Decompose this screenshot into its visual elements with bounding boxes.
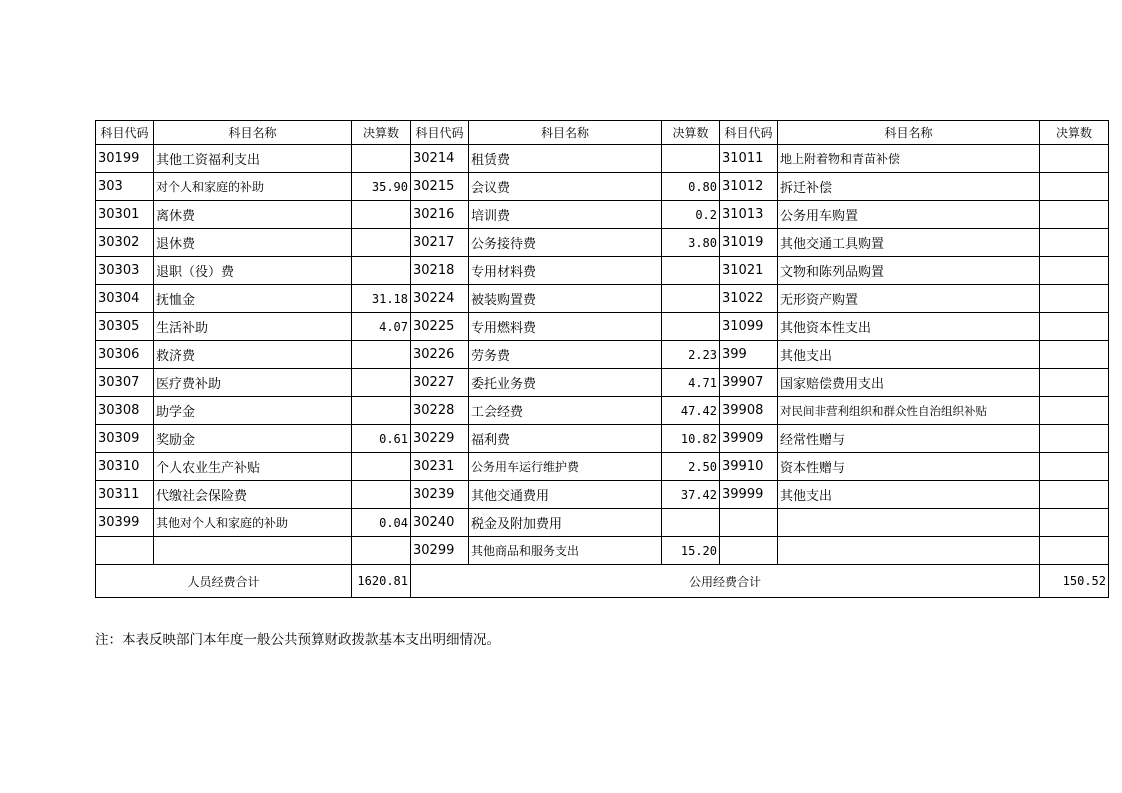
subject-code: 30227 (411, 369, 469, 397)
final-amount: 3.80 (662, 229, 720, 257)
final-amount (352, 369, 411, 397)
subject-code: 39908 (720, 397, 778, 425)
totals-row (96, 565, 1109, 598)
final-amount (1040, 285, 1109, 313)
final-amount (1040, 341, 1109, 369)
table-row (96, 257, 1109, 285)
subject-code: 30310 (96, 453, 154, 481)
final-amount: 10.82 (662, 425, 720, 453)
subject-name: 公务用车购置 (778, 201, 1040, 229)
subject-code: 30306 (96, 341, 154, 369)
subject-name: 对民间非营利组织和群众性自治组织补贴 (778, 397, 1040, 425)
final-amount (352, 229, 411, 257)
subject-code: 39907 (720, 369, 778, 397)
subject-name (154, 537, 352, 565)
final-amount (1040, 369, 1109, 397)
subject-name: 租赁费 (469, 145, 662, 173)
table-row (96, 425, 1109, 453)
final-amount (1040, 425, 1109, 453)
final-amount: 4.71 (662, 369, 720, 397)
subject-name: 税金及附加费用 (469, 509, 662, 537)
table-row (96, 201, 1109, 229)
final-amount (1040, 229, 1109, 257)
subject-name: 劳务费 (469, 341, 662, 369)
subject-name: 公务用车运行维护费 (469, 453, 662, 481)
subject-name: 资本性赠与 (778, 453, 1040, 481)
subject-code (96, 537, 154, 565)
table-row (96, 285, 1109, 313)
final-amount: 4.07 (352, 313, 411, 341)
final-amount (1040, 537, 1109, 565)
final-amount (1040, 173, 1109, 201)
table-row (96, 509, 1109, 537)
personnel-total-value: 1620.81 (352, 565, 411, 598)
subject-code: 31019 (720, 229, 778, 257)
subject-code: 30229 (411, 425, 469, 453)
header-code-3: 科目代码 (720, 121, 778, 145)
subject-name: 其他商品和服务支出 (469, 537, 662, 565)
table-row (96, 173, 1109, 201)
table-row (96, 397, 1109, 425)
subject-name: 福利费 (469, 425, 662, 453)
final-amount (352, 481, 411, 509)
subject-name: 其他交通工具购置 (778, 229, 1040, 257)
subject-code: 30216 (411, 201, 469, 229)
final-amount: 2.23 (662, 341, 720, 369)
final-amount (1040, 453, 1109, 481)
header-name-3: 科目名称 (778, 121, 1040, 145)
subject-name: 无形资产购置 (778, 285, 1040, 313)
final-amount (662, 285, 720, 313)
subject-code: 303 (96, 173, 154, 201)
subject-code: 30311 (96, 481, 154, 509)
public-total-label: 公用经费合计 (411, 565, 1040, 598)
subject-code: 30231 (411, 453, 469, 481)
subject-code: 30228 (411, 397, 469, 425)
subject-name: 会议费 (469, 173, 662, 201)
subject-code (720, 509, 778, 537)
subject-name: 地上附着物和青苗补偿 (778, 145, 1040, 173)
final-amount (1040, 201, 1109, 229)
subject-code: 31099 (720, 313, 778, 341)
subject-name: 专用材料费 (469, 257, 662, 285)
final-amount: 15.20 (662, 537, 720, 565)
subject-name: 生活补助 (154, 313, 352, 341)
subject-name: 医疗费补助 (154, 369, 352, 397)
subject-code: 30225 (411, 313, 469, 341)
subject-code: 30304 (96, 285, 154, 313)
subject-code: 30199 (96, 145, 154, 173)
subject-code: 30303 (96, 257, 154, 285)
subject-name: 退休费 (154, 229, 352, 257)
subject-code (720, 537, 778, 565)
header-code-1: 科目代码 (96, 121, 154, 145)
subject-code: 30240 (411, 509, 469, 537)
subject-code: 30226 (411, 341, 469, 369)
final-amount (662, 313, 720, 341)
subject-code: 30309 (96, 425, 154, 453)
subject-name: 其他支出 (778, 481, 1040, 509)
final-amount (352, 257, 411, 285)
personnel-total-label: 人员经费合计 (96, 565, 352, 598)
subject-code: 31012 (720, 173, 778, 201)
final-amount: 0.80 (662, 173, 720, 201)
final-amount (1040, 509, 1109, 537)
subject-name: 奖励金 (154, 425, 352, 453)
final-amount: 47.42 (662, 397, 720, 425)
subject-name: 其他工资福利支出 (154, 145, 352, 173)
subject-name: 代缴社会保险费 (154, 481, 352, 509)
subject-code: 30307 (96, 369, 154, 397)
subject-name: 被装购置费 (469, 285, 662, 313)
final-amount (662, 257, 720, 285)
final-amount (1040, 481, 1109, 509)
final-amount (1040, 145, 1109, 173)
subject-code: 30305 (96, 313, 154, 341)
subject-code: 31022 (720, 285, 778, 313)
table-footnote: 注：本表反映部门本年度一般公共预算财政拨款基本支出明细情况。 (95, 632, 500, 648)
subject-name: 公务接待费 (469, 229, 662, 257)
subject-name: 抚恤金 (154, 285, 352, 313)
header-code-2: 科目代码 (411, 121, 469, 145)
final-amount: 31.18 (352, 285, 411, 313)
public-total-value: 150.52 (1040, 565, 1109, 598)
subject-code: 39999 (720, 481, 778, 509)
subject-code: 39910 (720, 453, 778, 481)
header-row (96, 121, 1109, 145)
subject-name: 助学金 (154, 397, 352, 425)
subject-code: 30239 (411, 481, 469, 509)
table-row (96, 341, 1109, 369)
subject-name: 国家赔偿费用支出 (778, 369, 1040, 397)
subject-name: 对个人和家庭的补助 (154, 173, 352, 201)
final-amount: 2.50 (662, 453, 720, 481)
subject-code: 30308 (96, 397, 154, 425)
final-amount (662, 509, 720, 537)
final-amount: 0.61 (352, 425, 411, 453)
subject-code: 30215 (411, 173, 469, 201)
subject-name (778, 509, 1040, 537)
final-amount (1040, 397, 1109, 425)
table-row (96, 481, 1109, 509)
final-amount: 0.2 (662, 201, 720, 229)
subject-code: 30302 (96, 229, 154, 257)
final-amount: 37.42 (662, 481, 720, 509)
final-amount (352, 453, 411, 481)
subject-name: 其他对个人和家庭的补助 (154, 509, 352, 537)
subject-name: 其他交通费用 (469, 481, 662, 509)
subject-name: 经常性赠与 (778, 425, 1040, 453)
subject-name: 专用燃料费 (469, 313, 662, 341)
header-amount-2: 决算数 (662, 121, 720, 145)
subject-name: 拆迁补偿 (778, 173, 1040, 201)
header-name-1: 科目名称 (154, 121, 352, 145)
subject-name: 其他资本性支出 (778, 313, 1040, 341)
table-row (96, 453, 1109, 481)
subject-name: 退职（役）费 (154, 257, 352, 285)
subject-name: 离休费 (154, 201, 352, 229)
subject-name: 其他支出 (778, 341, 1040, 369)
subject-name: 文物和陈列品购置 (778, 257, 1040, 285)
header-amount-1: 决算数 (352, 121, 411, 145)
subject-code: 30214 (411, 145, 469, 173)
subject-code: 31021 (720, 257, 778, 285)
subject-code: 39909 (720, 425, 778, 453)
table-row (96, 369, 1109, 397)
subject-code: 30301 (96, 201, 154, 229)
table-row (96, 313, 1109, 341)
final-amount (1040, 313, 1109, 341)
subject-code: 399 (720, 341, 778, 369)
final-amount (352, 145, 411, 173)
subject-name: 个人农业生产补贴 (154, 453, 352, 481)
subject-code: 30217 (411, 229, 469, 257)
subject-code: 31011 (720, 145, 778, 173)
header-name-2: 科目名称 (469, 121, 662, 145)
subject-code: 30299 (411, 537, 469, 565)
final-amount (352, 537, 411, 565)
table-row (96, 145, 1109, 173)
table-row (96, 229, 1109, 257)
final-amount (352, 397, 411, 425)
subject-code: 30218 (411, 257, 469, 285)
final-amount: 35.90 (352, 173, 411, 201)
subject-code: 30399 (96, 509, 154, 537)
header-amount-3: 决算数 (1040, 121, 1109, 145)
final-amount (352, 341, 411, 369)
subject-code: 31013 (720, 201, 778, 229)
subject-name (778, 537, 1040, 565)
subject-name: 培训费 (469, 201, 662, 229)
budget-detail-table (95, 120, 1109, 598)
subject-name: 委托业务费 (469, 369, 662, 397)
subject-name: 救济费 (154, 341, 352, 369)
final-amount (1040, 257, 1109, 285)
final-amount (662, 145, 720, 173)
final-amount: 0.04 (352, 509, 411, 537)
subject-name: 工会经费 (469, 397, 662, 425)
table-row (96, 537, 1109, 565)
subject-code: 30224 (411, 285, 469, 313)
final-amount (352, 201, 411, 229)
